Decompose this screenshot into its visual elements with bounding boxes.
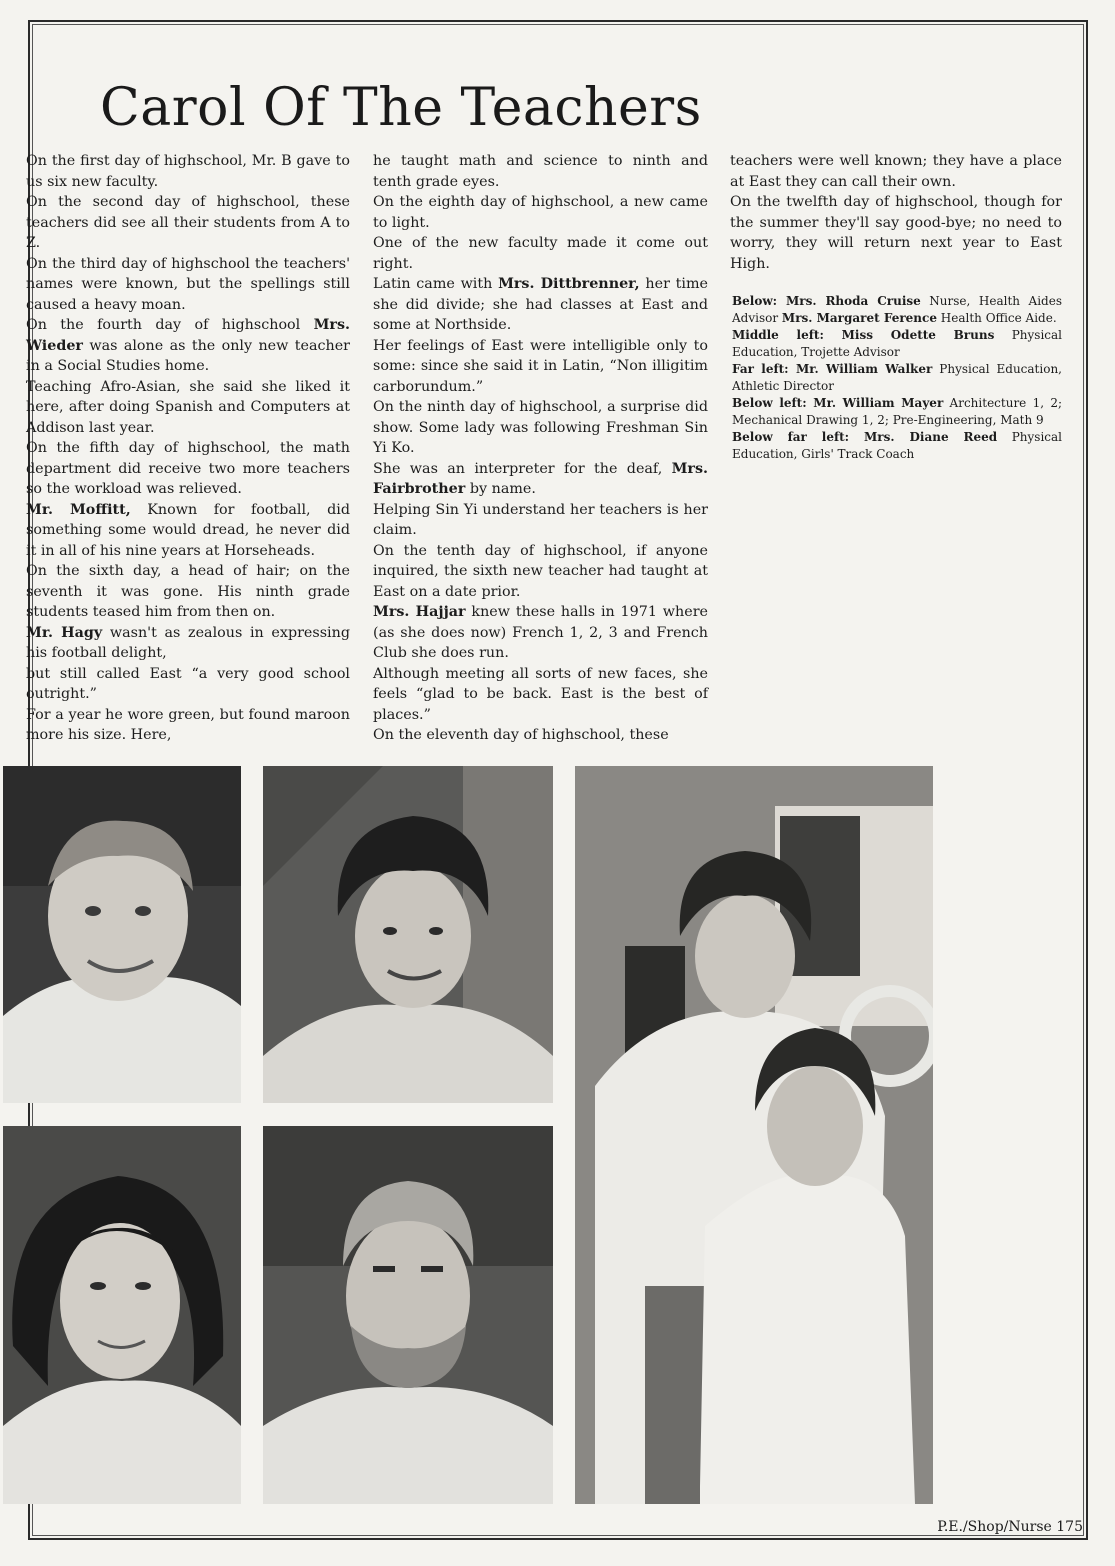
story-paragraph: Teaching Afro-Asian, she said she liked it here, after doing Spanish and Computers at Addison last year. <box>26 378 350 436</box>
story-paragraph: On the fifth day of highschool, the math department did receive two more teachers so the workload was relieved. <box>26 440 350 497</box>
story-paragraph: Her feelings of East were intelligible only to some: since she said it in Latin, “Non illigitim carborundum.” <box>373 337 708 395</box>
story-paragraph <box>373 274 708 336</box>
photo-caption <box>732 293 1062 327</box>
caption-name: Below: Mrs. Rhoda Cruise <box>732 294 921 308</box>
story-column-1 <box>26 151 350 746</box>
caption-role: Physical Education, Athletic Director <box>732 362 1062 393</box>
story-paragraph: One of the new faculty made it come out right. <box>373 235 708 272</box>
story-text: Known for football, did something some would dread, he never did it in all of his nine years at Horseheads. <box>26 501 350 559</box>
caption-role: Nurse, Health Aides Advisor <box>732 294 1062 325</box>
photo-captions <box>732 293 1062 463</box>
story-paragraph: On the first day of highschool, Mr. B gave to us six new faculty. <box>26 153 350 190</box>
teacher-name: Mr. Hagy <box>26 624 103 641</box>
story-text: knew these halls in 1971 where (as she does now) French 1, 2, 3 and French Club she does run. <box>373 604 708 661</box>
story-paragraph: Although meeting all sorts of new faces, she feels “glad to be back. East is the best of places.” <box>373 665 708 723</box>
story-text: Latin came with <box>373 276 499 292</box>
teacher-name: Mr. Moffitt, <box>26 501 131 518</box>
story-paragraph: For a year he wore green, but found maroon more his size. Here, <box>26 706 350 743</box>
photo-caption <box>732 429 1062 463</box>
story-text: by name. <box>465 481 536 497</box>
photo-mr-william-walker <box>3 766 241 1103</box>
photo-miss-odette-bruns <box>263 766 553 1103</box>
story-paragraph: On the third day of highschool the teachers' names were known, but the spellings still caused a heavy moan. <box>26 255 350 313</box>
caption-name: Far left: Mr. William Walker <box>732 362 933 376</box>
photo-mrs-rhoda-cruise-and-mrs-margaret-ference <box>575 766 933 1504</box>
story-paragraph: On the eighth day of highschool, a new came to light. <box>373 194 708 231</box>
story-text: On the fourth day of highschool <box>26 317 314 333</box>
teacher-name: Mrs. Hajjar <box>373 604 466 620</box>
caption-role: Health Office Aide. <box>936 311 1057 325</box>
photo-mrs-diane-reed <box>3 1126 241 1504</box>
story-paragraph: On the eleventh day of highschool, these <box>373 727 669 743</box>
story-paragraph: On the sixth day, a head of hair; on the seventh it was gone. His ninth grade students teased him from then on. <box>26 563 350 620</box>
story-column-2 <box>373 151 708 746</box>
teacher-name: Mrs. Dittbrenner, <box>498 276 640 292</box>
caption-role: Physical Education, Girls' Track Coach <box>732 430 1063 461</box>
caption-name: Below far left: Mrs. Diane Reed <box>732 430 998 444</box>
story-paragraph <box>26 315 350 377</box>
story-paragraph <box>373 602 708 664</box>
story-paragraph: but still called East “a very good school outright.” <box>26 665 350 702</box>
story-paragraph: Helping Sin Yi understand her teachers is her claim. <box>373 501 708 538</box>
photo-caption <box>732 327 1062 361</box>
story-paragraph: he taught math and science to ninth and tenth grade eyes. <box>373 153 708 190</box>
story-paragraph: On the ninth day of highschool, a surprise did show. Some lady was following Freshman Sin Yi Ko. <box>373 399 708 456</box>
caption-role: Physical Education, Trojette Advisor <box>732 328 1062 359</box>
story-paragraph <box>373 459 708 500</box>
page-footer: P.E./Shop/Nurse 175 <box>937 1519 1083 1535</box>
page-title: Carol Of The Teachers <box>100 78 702 138</box>
story-paragraph <box>26 623 350 664</box>
story-text: She was an interpreter for the deaf, <box>373 460 672 477</box>
story-text: was alone as the only new teacher in a Social Studies home. <box>26 337 350 374</box>
story-paragraph: On the tenth day of highschool, if anyone inquired, the sixth new teacher had taught at East on a date prior. <box>373 542 708 600</box>
caption-name: Middle left: Miss Odette Bruns <box>732 328 995 342</box>
story-text: her time she did divide; she had classes at East and some at Northside. <box>373 276 708 333</box>
story-column-3 <box>730 151 1062 274</box>
teacher-name: Mrs. Fairbrother <box>373 460 708 497</box>
photo-caption <box>732 395 1062 429</box>
photo-caption <box>732 361 1062 395</box>
caption-name: Mrs. Margaret Ference <box>781 311 937 325</box>
story-text: wasn't as zealous in expressing his football delight, <box>26 624 350 661</box>
teacher-name: Mrs. Wieder <box>26 317 350 354</box>
story-paragraph <box>26 500 350 562</box>
caption-name: Below left: Mr. William Mayer <box>732 396 944 410</box>
photo-mr-william-mayer <box>263 1126 553 1504</box>
story-paragraph: On the twelfth day of highschool, though for the summer they'll say good-bye; no need to worry, they will return next year to East High. <box>730 194 1062 272</box>
caption-role: Architecture 1, 2; Mechanical Drawing 1, 2; Pre-Engineering, Math 9 <box>732 396 1062 427</box>
story-paragraph: On the second day of highschool, these teachers did see all their students from A to Z. <box>26 194 350 251</box>
story-paragraph: teachers were well known; they have a place at East they can call their own. <box>730 153 1062 190</box>
